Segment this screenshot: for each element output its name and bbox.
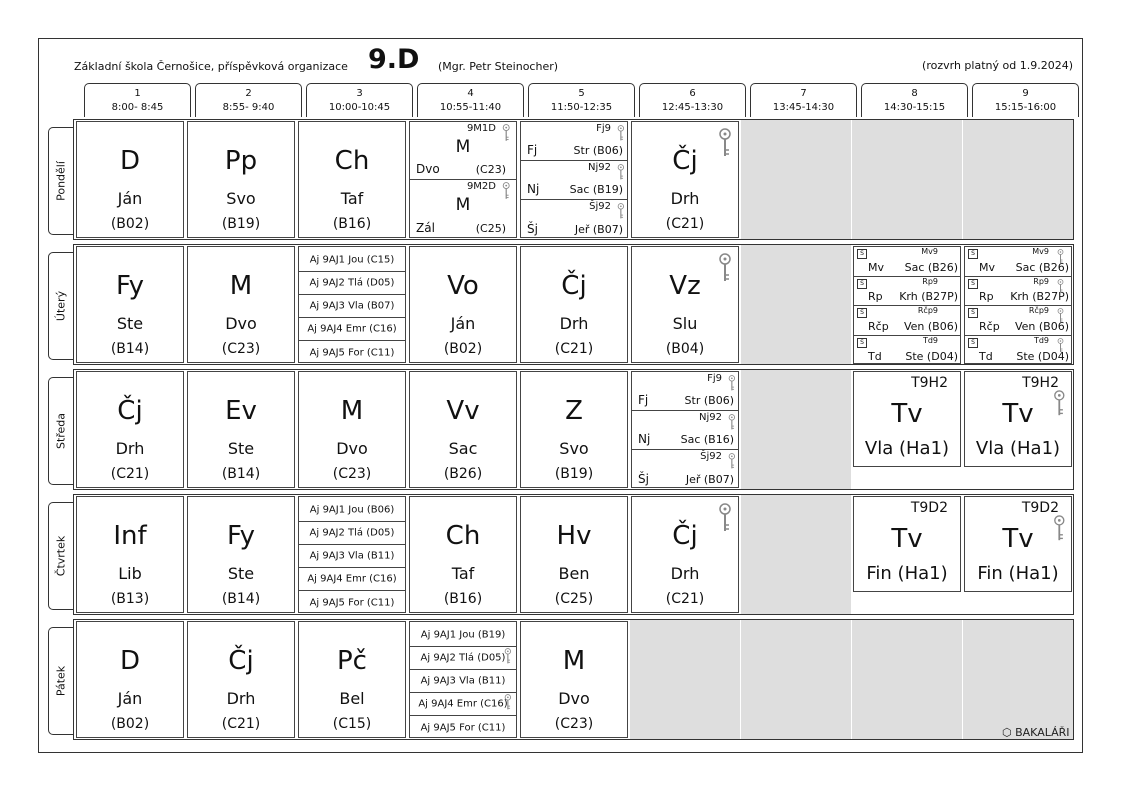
empty-slot xyxy=(630,620,740,739)
lesson-room: (C23) xyxy=(221,341,261,357)
lesson-subject: Z xyxy=(565,396,583,426)
lesson-subject: Ch xyxy=(445,521,481,551)
elective-slot xyxy=(854,306,960,336)
lesson-cell[interactable] xyxy=(187,496,295,613)
lesson-room: (C21) xyxy=(221,716,261,732)
language-groups-cell[interactable] xyxy=(520,121,628,238)
group-code: Rp9 xyxy=(1033,276,1049,286)
lesson-teacher: Ste xyxy=(116,314,144,333)
lesson-cell[interactable] xyxy=(409,371,517,488)
class-title: 9.D xyxy=(368,44,420,75)
period-number: 9 xyxy=(1022,88,1029,99)
lesson-room: (B16) xyxy=(443,591,483,607)
elective-slot xyxy=(965,336,1071,366)
lesson-subject: Pč xyxy=(337,646,367,676)
period-time: 10:00-10:45 xyxy=(328,102,391,113)
group-subject: Šj xyxy=(527,222,538,236)
lesson-subject: M xyxy=(562,646,586,676)
elective-slot xyxy=(854,277,960,307)
lesson-teacher: Svo xyxy=(226,189,256,208)
lesson-subject: Vo xyxy=(447,271,479,301)
lesson-teacher: Svo xyxy=(559,439,589,458)
lesson-room: (B14) xyxy=(110,341,150,357)
group-subject: Mv xyxy=(868,260,885,274)
group-subject: Nj xyxy=(527,182,540,196)
logo-icon: ⬡ xyxy=(1002,726,1012,739)
group-teacher-room: Sac (B26) xyxy=(1015,260,1069,274)
english-groups-cell[interactable] xyxy=(298,496,406,613)
key-icon xyxy=(617,164,625,181)
english-group-text: Aj 9AJ1 Jou (B19) xyxy=(420,629,506,641)
group-subject: Rp xyxy=(979,290,994,303)
lesson-subject: D xyxy=(119,646,141,676)
group-code: Mv9 xyxy=(1032,247,1049,256)
period-time: 12:45-13:30 xyxy=(661,102,724,113)
english-group-slot xyxy=(410,716,516,739)
lesson-subject: Ev xyxy=(225,396,257,426)
empty-slot xyxy=(741,620,851,739)
lesson-room: (B19) xyxy=(221,216,261,232)
period-header xyxy=(972,83,1079,117)
lesson-cell[interactable] xyxy=(76,496,184,613)
period-header xyxy=(84,83,191,117)
lesson-room: (B02) xyxy=(110,216,150,232)
lesson-room: (B02) xyxy=(110,716,150,732)
group-subject: Td xyxy=(868,350,882,363)
english-group-slot xyxy=(299,591,405,614)
lesson-teacher: Taf xyxy=(451,564,475,583)
day-tab xyxy=(48,502,73,610)
lesson-room: (C21) xyxy=(665,591,705,607)
group-code: T9D2 xyxy=(1021,500,1059,516)
lesson-cell[interactable] xyxy=(76,121,184,238)
group-code: Fj9 xyxy=(707,373,722,384)
elective-slot xyxy=(965,277,1071,307)
lesson-subject: Fy xyxy=(116,271,144,301)
group-code: Rp9 xyxy=(922,276,938,286)
lesson-cell[interactable] xyxy=(298,621,406,738)
lesson-subject: Tv xyxy=(1002,399,1034,429)
lesson-teacher: Drh xyxy=(559,314,589,333)
english-group-slot xyxy=(410,647,516,670)
group-code: Mv9 xyxy=(921,247,938,256)
key-icon xyxy=(728,453,736,470)
lesson-subject: M xyxy=(229,271,253,301)
english-group-slot xyxy=(410,624,516,647)
group-subject: Šj xyxy=(638,472,649,486)
elective-cell[interactable] xyxy=(853,246,961,364)
group-teacher-room: Jeř (B07) xyxy=(685,473,734,486)
language-group-slot xyxy=(521,200,627,239)
group-teacher-room: Ven (B06) xyxy=(1014,319,1069,333)
period-number: 1 xyxy=(134,88,141,99)
lesson-subject: Vz xyxy=(669,271,701,301)
s-badge: S xyxy=(857,308,867,318)
group-subject: M xyxy=(455,195,471,215)
lesson-subject: Hv xyxy=(556,521,592,551)
english-group-slot xyxy=(299,272,405,295)
english-group-slot xyxy=(299,341,405,364)
english-group-slot xyxy=(299,545,405,568)
english-group-slot xyxy=(410,693,516,716)
lesson-teacher: Dvo xyxy=(225,314,257,333)
key-icon xyxy=(502,124,510,142)
english-groups-cell[interactable] xyxy=(409,621,517,738)
group-subject: Td xyxy=(979,350,993,363)
key-icon xyxy=(718,503,732,533)
math-groups-cell[interactable] xyxy=(409,121,517,238)
group-teacher: Dvo xyxy=(416,162,440,176)
elective-slot xyxy=(965,247,1071,277)
lesson-subject: Tv xyxy=(891,399,923,429)
logo-text: BAKALÁŘI xyxy=(1015,726,1070,739)
empty-slot xyxy=(963,120,1073,239)
lesson-teacher: Ján xyxy=(450,314,476,333)
group-code: Šj92 xyxy=(700,451,722,462)
lesson-cell[interactable] xyxy=(631,496,739,613)
s-badge: S xyxy=(857,279,867,289)
english-group-text: Aj 9AJ3 Vla (B11) xyxy=(309,550,395,562)
key-icon xyxy=(502,182,510,200)
key-icon xyxy=(1053,390,1066,417)
lesson-teacher-room: Vla (Ha1) xyxy=(975,438,1061,459)
key-icon xyxy=(1053,515,1066,542)
key-icon xyxy=(728,414,736,431)
period-time: 15:15-16:00 xyxy=(994,102,1057,113)
period-header xyxy=(528,83,635,117)
english-group-text: Aj 9AJ2 Tlá (D05) xyxy=(309,527,395,539)
lesson-teacher: Dvo xyxy=(558,689,590,708)
language-group-slot xyxy=(632,450,738,489)
english-group-slot xyxy=(299,522,405,545)
empty-slot xyxy=(741,245,851,364)
language-group-slot xyxy=(632,411,738,450)
key-icon xyxy=(617,203,625,220)
group-teacher-room: Jeř (B07) xyxy=(574,223,623,236)
language-groups-cell[interactable] xyxy=(631,371,739,488)
day-tab xyxy=(48,252,73,360)
lesson-room: (B14) xyxy=(221,466,261,482)
lesson-room: (B26) xyxy=(443,466,483,482)
group-code: Rčp9 xyxy=(1028,306,1049,315)
elective-slot xyxy=(965,306,1071,336)
lesson-subject: Inf xyxy=(113,521,147,551)
group-code: Nj92 xyxy=(699,412,722,423)
lesson-room: (C21) xyxy=(554,341,594,357)
lesson-cell[interactable] xyxy=(520,371,628,488)
english-group-text: Aj 9AJ5 For (C11) xyxy=(420,722,506,733)
lesson-cell[interactable] xyxy=(298,121,406,238)
group-code: T9H2 xyxy=(911,375,948,391)
group-teacher: Zál xyxy=(416,221,435,235)
key-icon xyxy=(504,648,512,665)
period-number: 4 xyxy=(467,88,474,99)
key-icon xyxy=(718,128,732,158)
period-time: 10:55-11:40 xyxy=(439,102,502,113)
english-group-text: Aj 9AJ4 Emr (C16) xyxy=(307,573,397,585)
english-group-text: Aj 9AJ3 Vla (B07) xyxy=(309,300,395,312)
lesson-cell[interactable] xyxy=(187,371,295,488)
lesson-teacher: Drh xyxy=(226,689,256,708)
lesson-cell[interactable] xyxy=(520,496,628,613)
group-subject: Fj xyxy=(527,143,538,157)
lesson-teacher: Sac xyxy=(448,439,478,458)
key-icon xyxy=(504,694,512,711)
s-badge: S xyxy=(857,338,867,348)
math-group-slot xyxy=(410,180,516,238)
lesson-cell[interactable] xyxy=(631,121,739,238)
lesson-cell[interactable] xyxy=(187,121,295,238)
lesson-room: (C23) xyxy=(332,466,372,482)
group-teacher-room: Krh (B27P) xyxy=(899,290,958,303)
group-code: 9M1D xyxy=(466,123,496,134)
group-subject: Fj xyxy=(638,393,649,407)
lesson-teacher: Ste xyxy=(227,564,255,583)
key-icon xyxy=(728,375,736,392)
lesson-cell[interactable] xyxy=(76,246,184,363)
key-icon xyxy=(1057,308,1064,323)
lesson-room: (B19) xyxy=(554,466,594,482)
lesson-cell[interactable] xyxy=(520,246,628,363)
group-teacher-room: Str (B06) xyxy=(573,144,623,157)
elective-slot xyxy=(854,247,960,277)
bakalari-logo xyxy=(1002,726,1070,739)
lesson-cell[interactable] xyxy=(76,621,184,738)
lesson-teacher: Taf xyxy=(340,189,364,208)
lesson-room: (B16) xyxy=(332,216,372,232)
lesson-subject: Čj xyxy=(561,271,587,301)
lesson-subject: Vv xyxy=(446,396,480,426)
lesson-teacher-room: Fin (Ha1) xyxy=(977,563,1059,584)
validity-note: (rozvrh platný od 1.9.2024) xyxy=(922,59,1073,72)
english-group-text: Aj 9AJ4 Emr (C16) xyxy=(418,698,508,710)
s-badge: S xyxy=(968,338,978,348)
group-teacher-room: Str (B06) xyxy=(684,394,734,407)
period-header xyxy=(306,83,413,117)
period-time: 11:50-12:35 xyxy=(550,102,613,113)
lesson-teacher: Drh xyxy=(670,189,700,208)
lesson-subject: M xyxy=(340,396,364,426)
pe-lesson-cell[interactable] xyxy=(853,496,961,592)
period-number: 5 xyxy=(578,88,585,99)
day-label: Čtvrtek xyxy=(54,535,68,577)
lesson-room: (B14) xyxy=(221,591,261,607)
key-icon xyxy=(1057,338,1064,353)
english-group-slot xyxy=(299,249,405,272)
period-number: 6 xyxy=(689,88,696,99)
english-groups-cell[interactable] xyxy=(298,246,406,363)
english-group-text: Aj 9AJ2 Tlá (D05) xyxy=(420,652,506,664)
lesson-room: (C23) xyxy=(554,716,594,732)
period-header xyxy=(639,83,746,117)
elective-slot xyxy=(854,336,960,366)
math-group-slot xyxy=(410,122,516,180)
lesson-room: (C15) xyxy=(332,716,372,732)
group-code: Td9 xyxy=(922,335,938,345)
english-group-slot xyxy=(410,670,516,693)
group-subject: Nj xyxy=(638,432,651,446)
english-group-text: Aj 9AJ5 For (C11) xyxy=(309,347,395,358)
lesson-teacher: Lib xyxy=(118,564,142,583)
day-label: Pátek xyxy=(54,665,68,697)
group-code: Nj92 xyxy=(588,162,611,173)
lesson-room: (C25) xyxy=(554,591,594,607)
lesson-cell[interactable] xyxy=(520,621,628,738)
english-group-slot xyxy=(299,318,405,341)
english-group-slot xyxy=(299,499,405,522)
period-header xyxy=(750,83,857,117)
lesson-room: (C21) xyxy=(665,216,705,232)
group-subject: Rčp xyxy=(979,319,1000,333)
lesson-teacher: Bel xyxy=(339,689,365,708)
key-icon xyxy=(1057,249,1064,264)
period-header xyxy=(861,83,968,117)
lesson-cell[interactable] xyxy=(187,621,295,738)
pe-lesson-cell[interactable] xyxy=(964,496,1072,592)
day-label: Středa xyxy=(54,412,68,450)
group-subject: Rp xyxy=(868,290,883,303)
group-teacher-room: Krh (B27P) xyxy=(1010,290,1069,303)
elective-cell[interactable] xyxy=(964,246,1072,364)
s-badge: S xyxy=(968,249,978,259)
lesson-subject: Čj xyxy=(117,396,143,426)
day-label: Pondělí xyxy=(54,161,68,201)
lesson-teacher: Drh xyxy=(115,439,145,458)
lesson-subject: Tv xyxy=(1002,524,1034,554)
english-group-text: Aj 9AJ5 For (C11) xyxy=(309,597,395,608)
english-group-text: Aj 9AJ1 Jou (B06) xyxy=(309,504,395,516)
group-room: (C23) xyxy=(475,163,506,176)
lesson-cell[interactable] xyxy=(298,371,406,488)
group-code: Šj92 xyxy=(589,201,611,212)
lesson-subject: D xyxy=(119,146,141,176)
group-code: Td9 xyxy=(1033,335,1049,345)
empty-slot xyxy=(741,120,851,239)
lesson-cell[interactable] xyxy=(409,246,517,363)
empty-slot xyxy=(741,370,851,489)
lesson-teacher: Slu xyxy=(672,314,698,333)
group-teacher-room: Ste (D04) xyxy=(905,350,958,363)
period-time: 8:55- 9:40 xyxy=(222,102,275,113)
language-group-slot xyxy=(521,122,627,161)
lesson-subject: Čj xyxy=(672,521,698,551)
group-subject: Rčp xyxy=(868,319,889,333)
group-room: (C25) xyxy=(475,222,506,235)
lesson-teacher: Ján xyxy=(117,689,143,708)
group-teacher-room: Sac (B16) xyxy=(680,433,734,446)
key-icon xyxy=(1057,279,1064,294)
group-teacher-room: Ven (B06) xyxy=(903,319,958,333)
empty-slot xyxy=(852,620,962,739)
english-group-text: Aj 9AJ3 Vla (B11) xyxy=(420,675,506,687)
key-icon xyxy=(617,125,625,142)
lesson-room: (C21) xyxy=(110,466,150,482)
lesson-cell[interactable] xyxy=(409,496,517,613)
period-header xyxy=(417,83,524,117)
empty-slot xyxy=(963,620,1073,739)
day-label: Úterý xyxy=(54,290,68,322)
lesson-teacher: Ján xyxy=(117,189,143,208)
lesson-teacher: Drh xyxy=(670,564,700,583)
group-teacher-room: Sac (B26) xyxy=(904,260,958,274)
empty-slot xyxy=(741,495,851,614)
lesson-subject: Čj xyxy=(672,146,698,176)
english-group-slot xyxy=(299,568,405,591)
period-time: 13:45-14:30 xyxy=(772,102,835,113)
lesson-teacher-room: Fin (Ha1) xyxy=(866,563,948,584)
lesson-room: (B02) xyxy=(443,341,483,357)
period-header xyxy=(195,83,302,117)
language-group-slot xyxy=(632,372,738,411)
lesson-room: (B13) xyxy=(110,591,150,607)
day-tab xyxy=(48,627,73,735)
english-group-text: Aj 9AJ4 Emr (C16) xyxy=(307,323,397,335)
group-code: Fj9 xyxy=(596,123,611,134)
english-group-text: Aj 9AJ2 Tlá (D05) xyxy=(309,277,395,289)
empty-slot xyxy=(852,120,962,239)
s-badge: S xyxy=(857,249,867,259)
period-number: 7 xyxy=(800,88,807,99)
group-teacher-room: Ste (D04) xyxy=(1016,350,1069,363)
lesson-subject: Fy xyxy=(227,521,255,551)
class-teacher: (Mgr. Petr Steinocher) xyxy=(438,60,559,73)
lesson-cell[interactable] xyxy=(187,246,295,363)
period-number: 8 xyxy=(911,88,918,99)
lesson-subject: Tv xyxy=(891,524,923,554)
group-code: Rčp9 xyxy=(917,306,938,315)
lesson-subject: Ch xyxy=(334,146,370,176)
group-subject: M xyxy=(455,137,471,157)
day-tab xyxy=(48,127,73,235)
day-tab xyxy=(48,377,73,485)
period-number: 3 xyxy=(356,88,363,99)
lesson-cell[interactable] xyxy=(76,371,184,488)
group-code: 9M2D xyxy=(466,181,496,192)
period-time: 14:30-15:15 xyxy=(883,102,946,113)
period-time: 8:00- 8:45 xyxy=(111,102,164,113)
school-name: Základní škola Černošice, příspěvková organizace xyxy=(74,60,348,73)
group-code: T9D2 xyxy=(910,500,948,516)
lesson-teacher: Ste xyxy=(227,439,255,458)
pe-lesson-cell[interactable] xyxy=(853,371,961,467)
lesson-teacher: Ben xyxy=(558,564,590,583)
english-group-slot xyxy=(299,295,405,318)
lesson-teacher: Dvo xyxy=(336,439,368,458)
s-badge: S xyxy=(968,279,978,289)
group-teacher-room: Sac (B19) xyxy=(569,183,623,196)
key-icon xyxy=(718,253,732,283)
lesson-cell[interactable] xyxy=(631,246,739,363)
period-number: 2 xyxy=(245,88,252,99)
lesson-room: (B04) xyxy=(665,341,705,357)
lesson-subject: Pp xyxy=(224,146,258,176)
group-code: T9H2 xyxy=(1022,375,1059,391)
lesson-subject: Čj xyxy=(228,646,254,676)
group-subject: Mv xyxy=(979,260,996,274)
language-group-slot xyxy=(521,161,627,200)
s-badge: S xyxy=(968,308,978,318)
english-group-text: Aj 9AJ1 Jou (C15) xyxy=(309,254,395,266)
lesson-teacher-room: Vla (Ha1) xyxy=(864,438,950,459)
pe-lesson-cell[interactable] xyxy=(964,371,1072,467)
